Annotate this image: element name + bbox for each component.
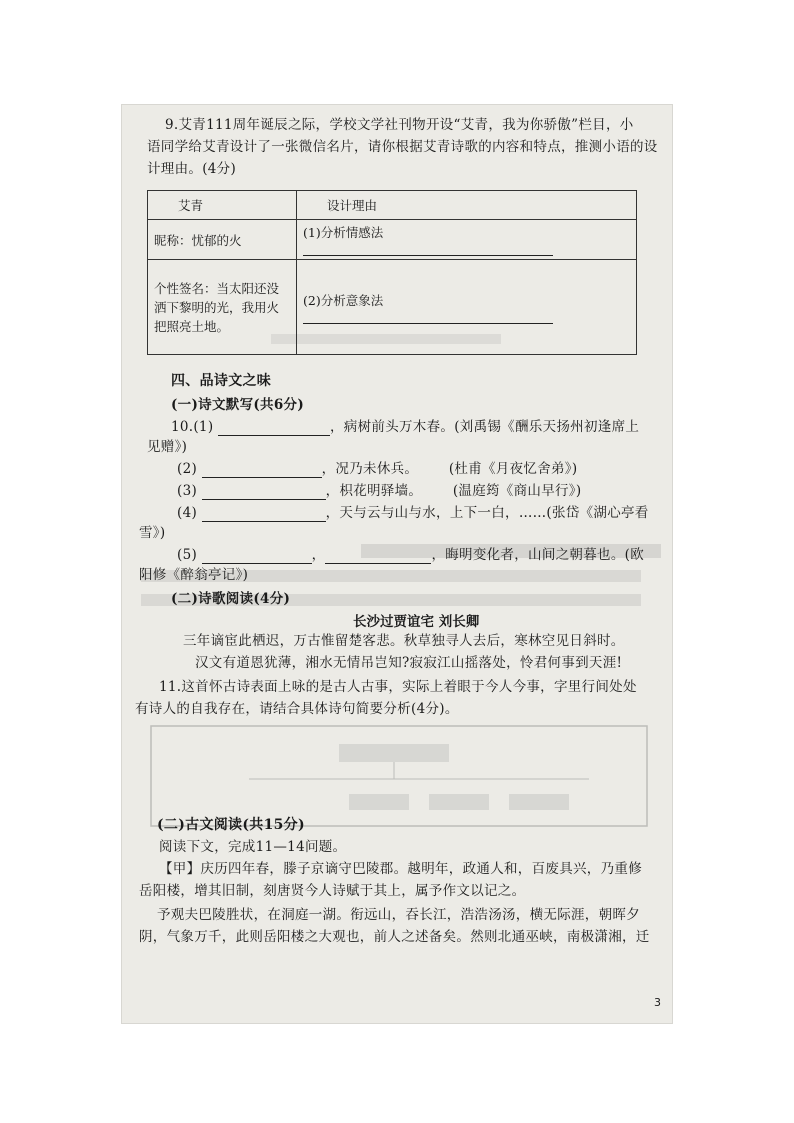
q11-line2: 有诗人的自我存在，请结合具体诗句简要分析(4分)。 (135, 701, 459, 717)
page-number: 3 (654, 996, 661, 1009)
jia-line-2: 岳阳楼，增其旧制，刻唐贤今人诗赋于其上，属予作文以记之。 (139, 883, 526, 899)
table-row (148, 191, 637, 220)
poem-line-2: 汉文有道恩犹薄，湘水无情吊岂知?寂寂江山摇落处，怜君何事到天涯! (195, 655, 623, 671)
table-row (148, 260, 637, 355)
q10-2 (177, 460, 577, 478)
jia-line-3: 予观夫巴陵胜状，在洞庭一湖。衔远山，吞长江，浩浩汤汤，横无际涯，朝晖夕 (157, 907, 640, 923)
table-header-left: 艾青 (148, 191, 297, 220)
q10-4-text: ，天与云与山与水，上下一白，……(张岱《湖心亭看 (325, 505, 649, 521)
table-header-right: 设计理由 (297, 191, 637, 220)
poem-line-1: 三年谪宦此栖迟，万古惟留楚客悲。秋草独寻人去后，寒林空见日斜时。 (183, 633, 625, 649)
emotion-answer-line[interactable] (303, 241, 553, 256)
q10-5-comma: ， (311, 547, 326, 563)
q10-3-source: (温庭筠《商山早行》) (452, 483, 582, 499)
nickname-cell: 昵称：忧郁的火 (148, 220, 297, 260)
q10-5-text: ，晦明变化者，山间之朝暮也。(欧 (431, 547, 645, 563)
q10-1-num: 10.(1) (171, 419, 214, 435)
q10-5-num: (5) (177, 547, 198, 563)
jia-line-1: 【甲】庆历四年春，滕子京谪守巴陵郡。越明年，政通人和，百废具兴，乃重修 (159, 861, 642, 877)
section-title: 四、品诗文之味 (171, 373, 272, 389)
q11-line1: 11.这首怀古诗表面上咏的是古人古事，实际上着眼于今人今事，字里行间处处 (159, 679, 637, 695)
q10-4-blank[interactable] (202, 507, 326, 522)
diagram-box-3 (509, 794, 569, 810)
read-intro: 阅读下文，完成11—14问题。 (159, 839, 347, 855)
imagery-answer-line[interactable] (303, 309, 553, 324)
q10-2-blank[interactable] (202, 463, 322, 478)
q10-4-num: (4) (177, 505, 198, 521)
jia-line-4: 阴，气象万千，此则岳阳楼之大观也，前人之述备矣。然则北通巫峡，南极潇湘，迁 (139, 929, 650, 945)
q10-1-text: ，病树前头万木春。(刘禹锡《酬乐天扬州初逢席上 (330, 419, 640, 435)
q9-line2: 语同学给艾青设计了一张微信名片，请你根据艾青诗歌的内容和特点，推测小语的设 (147, 139, 658, 155)
q10-1-cont: 见赠》) (147, 439, 188, 455)
poetry-title: (二)诗歌阅读(4分) (171, 591, 291, 607)
table-row (148, 220, 637, 260)
q10-5-blank-1[interactable] (202, 549, 312, 564)
diagram-top-box (339, 744, 449, 762)
imagery-cell (297, 260, 637, 355)
q10-4 (177, 504, 649, 522)
classical-title: (二)古文阅读(共15分) (157, 817, 305, 833)
q10-3-blank[interactable] (202, 485, 326, 500)
q10-2-text: ，况乃未休兵。 (321, 461, 419, 477)
q10-1-blank[interactable] (218, 421, 330, 436)
q10-3-num: (3) (177, 483, 198, 499)
diagram-box-2 (429, 794, 489, 810)
q10-2-num: (2) (177, 461, 198, 477)
q10-5-cont: 阳修《醉翁亭记》) (139, 567, 249, 583)
faded-diagram (149, 724, 649, 829)
imagery-label: (2)分析意象法 (303, 292, 384, 308)
emotion-cell (297, 220, 637, 260)
q10-3-text: ，枳花明驿墙。 (325, 483, 423, 499)
exam-page (121, 104, 673, 1024)
q10-1 (171, 418, 639, 436)
q10-5-blank-2[interactable] (325, 549, 431, 564)
q10-3 (177, 482, 581, 500)
emotion-label: (1)分析情感法 (303, 225, 384, 240)
poem-title: 长沙过贾谊宅 刘长卿 (353, 614, 480, 630)
diagram-frame (151, 726, 647, 826)
diagram-box-1 (349, 794, 409, 810)
q10-2-source: (杜甫《月夜忆舍弟》) (448, 461, 578, 477)
dictation-title: (一)诗文默写(共6分) (171, 397, 305, 413)
q9-line1: 9.艾青111周年诞辰之际，学校文学社刊物开设“艾青，我为你骄傲”栏目，小 (165, 117, 634, 133)
q9-line3: 计理由。(4分) (147, 161, 237, 177)
q9-table (147, 190, 637, 355)
q10-5 (177, 546, 644, 564)
q10-4-cont: 雪》) (139, 525, 166, 541)
signature-cell: 个性签名：当太阳还没洒下黎明的光，我用火把照亮土地。 (148, 260, 297, 355)
